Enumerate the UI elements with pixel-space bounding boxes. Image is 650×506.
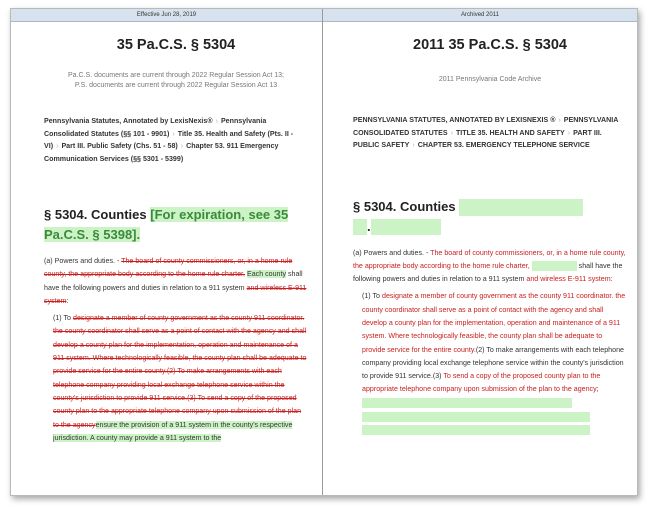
section-heading bbox=[44, 205, 308, 245]
paragraph-a bbox=[44, 255, 308, 308]
diff-placeholder bbox=[353, 219, 367, 235]
breadcrumb-item[interactable]: Pennsylvania Statutes, Annotated by LexisNexis® bbox=[44, 117, 213, 125]
body-text: : bbox=[610, 275, 613, 284]
changed-text: To send a copy of the proposed county plan to the appropriate telephone company upon submission of the plan to the agency bbox=[362, 372, 601, 394]
changed-text: designate a member of county government as the county 911 coordinator. the county coordinator shall serve as a point of contact with the agency and shall develop a county plan for the implementation, operation and maintenance of a 911 system. Where technologically feasible, the county plan shall be adequate to provide service for the entire county. bbox=[362, 292, 626, 354]
body-text: shall have the following powers and duties in relation to a 911 system bbox=[44, 270, 303, 292]
breadcrumb-separator: › bbox=[56, 142, 59, 150]
page-title: 35 Pa.C.S. § 5304 bbox=[116, 37, 236, 53]
body-text: (2) To make arrangements with each telephone company providing local exchange telephone service within the county's jurisdiction to provide 911 service. bbox=[362, 345, 624, 381]
paragraph-1 bbox=[362, 290, 627, 436]
paragraph-label: (a) Powers and duties. - bbox=[353, 248, 429, 257]
breadcrumb-separator: › bbox=[215, 117, 218, 125]
changed-text: The board of county commissioners, or, in a home rule county, the appropriate body according to the home rule charter, bbox=[353, 248, 626, 270]
breadcrumb-item[interactable]: Chapter 53. 911 Emergency Communication Services (§§ 5301 - 5399) bbox=[44, 142, 279, 163]
left-version-bar: Effective Jun 28, 2019 bbox=[11, 9, 322, 22]
archived-version-pane[interactable] bbox=[323, 9, 637, 495]
section-punctuation: . bbox=[367, 218, 371, 234]
breadcrumb-item[interactable]: PENNSYLVANIA STATUTES, ANNOTATED BY LEXISNEXIS ® bbox=[353, 116, 556, 124]
page-title: 2011 35 Pa.C.S. § 5304 bbox=[413, 37, 567, 53]
paragraph-label: (1) To bbox=[362, 292, 381, 301]
breadcrumb-item[interactable]: Pennsylvania Consolidated Statutes (§§ 101 - 9901) bbox=[44, 117, 267, 138]
body-text: (3) bbox=[432, 372, 442, 381]
paragraph-label: (1) To bbox=[53, 314, 72, 323]
paragraph-a bbox=[353, 247, 627, 287]
paragraph-label: (a) Powers and duties. - bbox=[44, 257, 120, 265]
inserted-text: Each county bbox=[246, 270, 287, 279]
deleted-text: The board of county commissioners, or, in a home rule county, the appropriate body according to the home rule charter, bbox=[44, 257, 293, 279]
breadcrumb-separator: › bbox=[172, 129, 175, 138]
comparison-window bbox=[10, 8, 638, 496]
breadcrumb-separator: › bbox=[180, 142, 184, 150]
breadcrumb bbox=[353, 114, 627, 152]
breadcrumb-item[interactable]: PART III. PUBLIC SAFETY bbox=[353, 128, 602, 149]
breadcrumb-separator: › bbox=[450, 128, 453, 137]
paragraph-1 bbox=[53, 312, 308, 445]
right-version-bar: Archived 2011 bbox=[323, 9, 637, 22]
breadcrumb-separator: › bbox=[558, 116, 561, 124]
body-text: : bbox=[66, 296, 69, 305]
body-text: ; bbox=[596, 385, 599, 394]
current-version-pane[interactable] bbox=[11, 9, 323, 495]
section-title: § 5304. Counties bbox=[44, 207, 147, 222]
breadcrumb-separator: › bbox=[412, 141, 415, 149]
changed-text: and wireless E-911 system bbox=[526, 275, 611, 284]
inserted-text: ensure the provision of a 911 system in the county's respective jurisdiction. A county may provide a 911 system to the bbox=[53, 420, 293, 442]
diff-placeholder bbox=[371, 219, 441, 235]
diff-placeholder bbox=[362, 425, 590, 435]
breadcrumb-item[interactable]: TITLE 35. HEALTH AND SAFETY bbox=[455, 128, 565, 137]
currency-line: Pa.C.S. documents are current through 2022 Regular Session Act 13; bbox=[68, 72, 284, 79]
breadcrumb-item[interactable]: PENNSYLVANIA CONSOLIDATED STATUTES bbox=[353, 116, 619, 137]
body-text: shall have the following powers and duties in relation to a 911 system bbox=[353, 261, 623, 284]
deleted-text: designate a member of county government as the county 911 coordinator. the county coordinator shall serve as a point of contact with the agency and shall develop a county plan for the implementation, operation and maintenance of a 911 system. Where technologically feasible, the county plan shall be adequate to provide service for the entire county.(2) To make arrangements with each telephone company providing local exchange telephone service within the county's jurisdiction to provide 911 service.(3) To send a copy of the proposed county plan to the appropriate telephone company upon submission of the plan to the agency bbox=[53, 314, 307, 429]
currency-note bbox=[44, 71, 308, 91]
breadcrumb-item[interactable]: Part III. Public Safety (Chs. 51 - 58) bbox=[61, 142, 178, 150]
deleted-text: and wireless E-911 system bbox=[44, 283, 307, 305]
diff-placeholder bbox=[459, 199, 583, 216]
breadcrumb-separator: › bbox=[567, 128, 571, 137]
breadcrumb-item[interactable]: CHAPTER 53. EMERGENCY TELEPHONE SERVICE bbox=[417, 141, 590, 149]
section-title: § 5304. Counties bbox=[353, 198, 456, 214]
diff-placeholder bbox=[362, 398, 572, 408]
currency-line: P.S. documents are current through 2022 Regular Session Act 13 bbox=[74, 82, 278, 89]
archive-note: 2011 Pennsylvania Code Archive bbox=[438, 76, 542, 83]
added-expiration-note[interactable]: [For expiration, see 35 Pa.C.S. § 5398]. bbox=[44, 207, 289, 242]
breadcrumb-item[interactable]: Title 35. Health and Safety (Pts. II - VI) bbox=[44, 129, 294, 150]
diff-placeholder bbox=[362, 412, 590, 422]
section-heading bbox=[353, 197, 627, 237]
diff-placeholder bbox=[532, 261, 577, 271]
breadcrumb bbox=[44, 115, 308, 165]
